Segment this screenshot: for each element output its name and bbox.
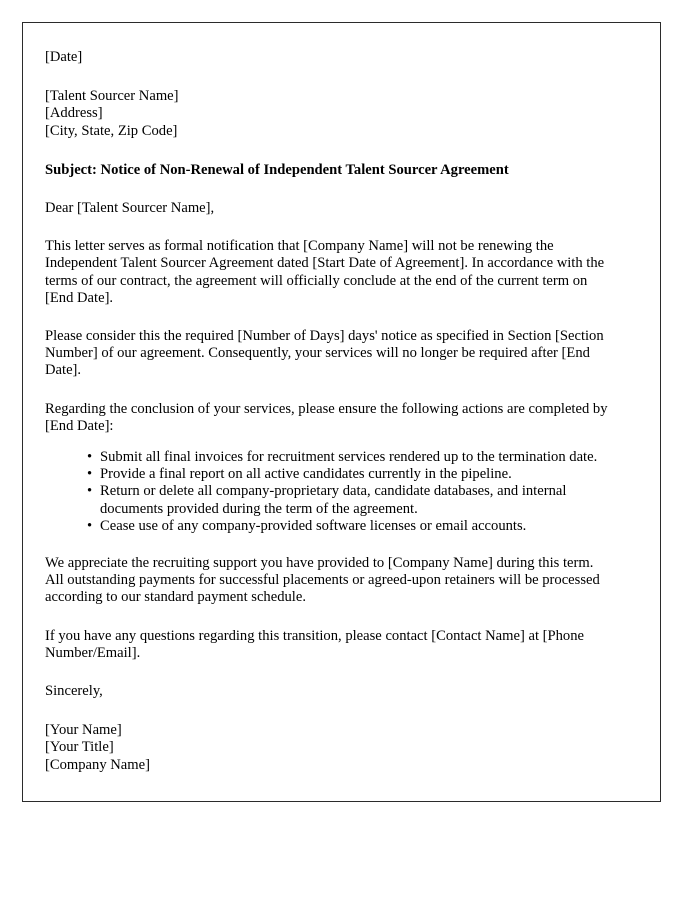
- salutation: Dear [Talent Sourcer Name],: [45, 200, 215, 217]
- signer-name-line: [Your Name]: [45, 722, 122, 739]
- list-item: • Submit all final invoices for recruitment services rendered up to the termination date.: [87, 449, 608, 466]
- recipient-street-line: [Address]: [45, 105, 103, 122]
- closing-paragraph-1: We appreciate the recruiting support you have provided to [Company Name] during this term. All outstanding payments for successful placements or agreed-upon retainers will be processed according to our standard payment schedule.: [45, 555, 600, 606]
- list-item: • Provide a final report on all active candidates currently in the pipeline.: [87, 466, 608, 483]
- recipient-name-line: [Talent Sourcer Name]: [45, 88, 179, 105]
- subject-line: Subject: Notice of Non-Renewal of Independent Talent Sourcer Agreement: [45, 161, 509, 178]
- body-paragraph-2: Please consider this the required [Number of Days] days' notice as specified in Section [Section Number] of our agreement. Consequently, your services will no longer be required after [End Date].: [45, 328, 604, 379]
- list-item: • Return or delete all company-proprietary data, candidate databases, and internal documents provided during the term of the agreement.: [87, 483, 608, 517]
- signer-company-line: [Company Name]: [45, 756, 150, 773]
- recipient-address-block: [45, 88, 608, 140]
- body-paragraph-1: This letter serves as formal notification that [Company Name] will not be renewing the Independent Talent Sourcer Agreement dated [Start Date of Agreement]. In accordance with the terms of our contract, the agreement will officially conclude at the end of the current term on [End Date].: [45, 238, 605, 306]
- closing-paragraph-2: If you have any questions regarding this transition, please contact [Contact Name] at [Phone Number/Email].: [45, 627, 584, 661]
- letter-page-frame: [22, 22, 661, 802]
- letter-content: [23, 23, 660, 774]
- list-item: • Cease use of any company-provided software licenses or email accounts.: [87, 518, 608, 535]
- action-items-list: [45, 449, 608, 535]
- sign-off: Sincerely,: [45, 683, 103, 700]
- recipient-city-state-zip-line: [City, State, Zip Code]: [45, 122, 178, 139]
- letter-date: [Date]: [45, 49, 83, 65]
- signer-title-line: [Your Title]: [45, 739, 114, 756]
- body-paragraph-3: Regarding the conclusion of your services, please ensure the following actions are completed by [End Date]:: [45, 400, 608, 434]
- signature-block: [45, 722, 608, 774]
